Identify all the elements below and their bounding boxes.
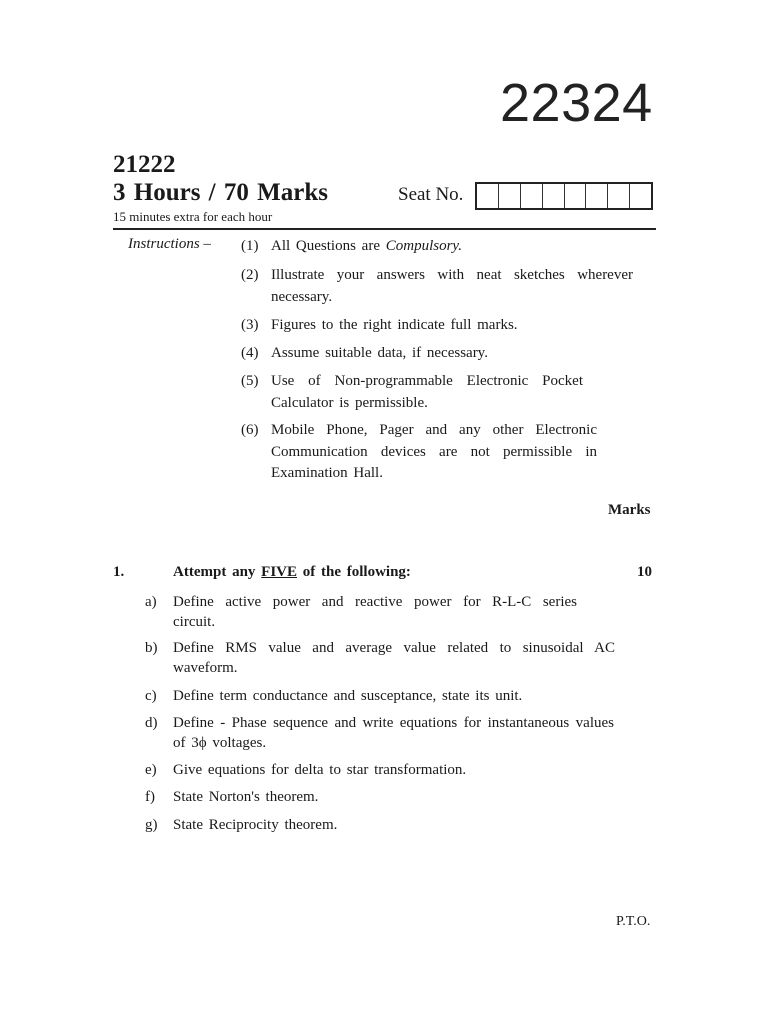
- paper-code: 22324: [500, 73, 653, 133]
- question-title-emphasis: FIVE: [261, 564, 297, 580]
- seat-number-cell[interactable]: [521, 184, 543, 208]
- header-divider: [113, 228, 656, 230]
- instruction-text-part: All Questions are: [271, 238, 386, 254]
- question-number: 1.: [113, 564, 125, 580]
- seat-number-cell[interactable]: [565, 184, 587, 208]
- seat-number-cell[interactable]: [586, 184, 608, 208]
- instruction-text: Illustrate your answers with neat sketches wherever necessary.: [271, 267, 633, 305]
- instruction-text: Assume suitable data, if necessary.: [271, 345, 488, 361]
- subquestion-text: Define - Phase sequence and write equations for instantaneous values of 3ϕ voltages.: [173, 715, 614, 751]
- subquestion-letter: b): [145, 640, 158, 656]
- subquestion-text: Define active power and reactive power for R-L-C series circuit.: [173, 594, 577, 630]
- instruction-emphasis: Compulsory.: [385, 238, 462, 254]
- duration-marks: 3 Hours / 70 Marks: [113, 179, 328, 206]
- subquestion-letter: a): [145, 594, 157, 610]
- subquestion-text: Define term conductance and susceptance, state its unit.: [173, 688, 523, 704]
- seat-number-cell[interactable]: [630, 184, 651, 208]
- instruction-number: (1): [241, 238, 259, 254]
- subquestion-text: State Norton's theorem.: [173, 789, 319, 805]
- marks-column-heading: Marks: [608, 502, 651, 518]
- subquestion-text: Define RMS value and average value related to sinusoidal AC waveform.: [173, 640, 615, 676]
- seat-number-cell[interactable]: [543, 184, 565, 208]
- instruction-text: Use of Non-programmable Electronic Pocket Calculator is permissible.: [271, 373, 583, 411]
- subquestion-text: State Reciprocity theorem.: [173, 817, 338, 833]
- instruction-number: (5): [241, 373, 259, 389]
- seat-number-boxes[interactable]: [475, 182, 653, 210]
- instruction-text: Mobile Phone, Pager and any other Electronic Communication devices are not permissible in Examination Hall.: [271, 422, 597, 481]
- question-title-post: of the following:: [297, 564, 411, 580]
- instructions-label: Instructions: [128, 236, 200, 252]
- seat-number-cell[interactable]: [499, 184, 521, 208]
- seat-number-cell[interactable]: [608, 184, 630, 208]
- subject-code: 21222: [113, 151, 176, 178]
- question-title: [173, 564, 411, 581]
- subquestion-letter: e): [145, 762, 157, 778]
- question-title-pre: Attempt any: [173, 564, 262, 580]
- instruction-number: (6): [241, 422, 259, 438]
- subquestion-letter: g): [145, 817, 158, 833]
- subquestion-text: Give equations for delta to star transformation.: [173, 762, 467, 778]
- instruction-text: [271, 236, 601, 258]
- page-turn-note: P.T.O.: [616, 914, 651, 929]
- instruction-number: (2): [241, 267, 259, 283]
- seat-number-cell[interactable]: [477, 184, 499, 208]
- instruction-number: (3): [241, 317, 259, 333]
- instructions-dash: –: [199, 236, 211, 252]
- instructions-heading: [128, 236, 211, 253]
- instruction-number: (4): [241, 345, 259, 361]
- subquestion-letter: d): [145, 715, 158, 731]
- seat-number-label: Seat No.: [398, 184, 464, 205]
- subquestion-letter: c): [145, 688, 157, 704]
- subquestion-letter: f): [145, 789, 155, 805]
- question-marks: 10: [637, 564, 652, 580]
- extra-time-note: 15 minutes extra for each hour: [113, 209, 273, 224]
- instruction-text: Figures to the right indicate full marks.: [271, 317, 518, 333]
